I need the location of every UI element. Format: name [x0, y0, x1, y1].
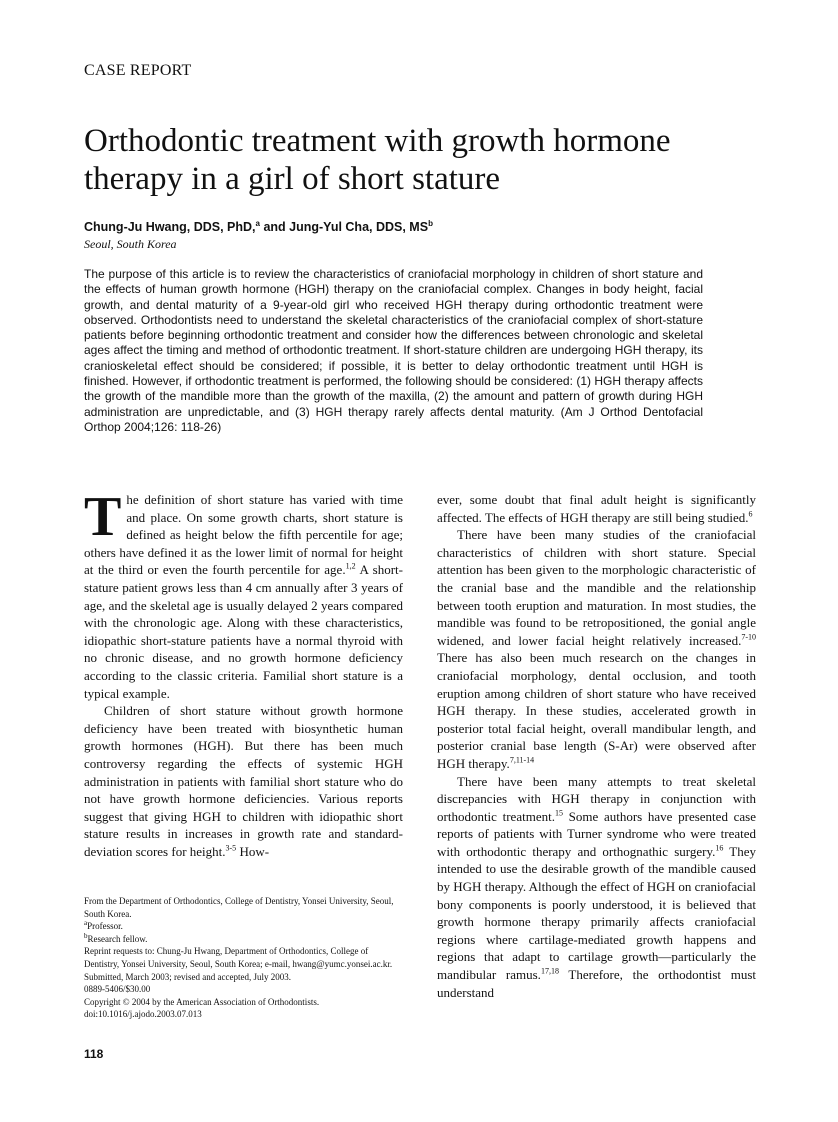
author-conjunction: and [259, 220, 290, 235]
paragraph-2 [84, 702, 403, 860]
paragraph-1-text-a: he definition of short stature has varied with time and place. On some growth charts, short stature is defined as height below the fifth percentile for age; others have defined it as the lower limit of normal for height at the third or even the fourth percentile for age. [84, 492, 403, 578]
section-label: CASE REPORT [84, 62, 192, 79]
paragraph-1 [84, 486, 403, 702]
author-1-affiliation-mark: a [255, 219, 260, 228]
citation-ref: 7-10 [741, 632, 756, 642]
paragraph-3-text-b: There has also been much research on the changes in craniofacial morphology, dental occlusion, and tooth eruption among children of short stature who have received HGH therapy. In these studies, accelerated growth in posterior total facial height, overall mandibular length, and posterior cranial base length (S-Ar) were observed after HGH therapy. [437, 650, 756, 771]
abstract: The purpose of this article is to review the characteristics of craniofacial morphology in children of short stature and the effects of human growth hormone (HGH) therapy on the craniofacial complex. Changes in body height, facial growth, and dental maturity of a 9-year-old girl who received HGH therapy during orthodontic treatment were observed. Orthodontists need to understand the skeletal characteristics of the craniofacial complex of short-stature patients before beginning orthodontic treatment and consider how the differences between chronologic and skeletal ages affect the timing and method of orthodontic treatment. If short-stature children are undergoing HGH therapy, its cranioskeletal effect should be considered; if possible, it is better to delay orthodontic treatment until HGH is finished. However, if orthodontic treatment is performed, the following should be considered: (1) HGH therapy affects the growth of the mandible more than the growth of the maxilla, (2) the amount and pattern of growth during HGH administration are unpredictable, and (3) HGH therapy rarely affects dental maturity. (Am J Orthod Dentofacial Orthop 2004;126: 118-26) [84, 267, 703, 434]
footnote-role-b-text: Research fellow. [87, 933, 148, 944]
footnote-role-a [84, 920, 404, 933]
citation-ref: 16 [715, 843, 724, 853]
paragraph-1-text-b: A short-stature patient grows less than 4 cm annually after 3 years of age, and the skeletal age is usually delayed 2 years compared with the chronologic age. Along with these characteristics, idiopathic short-stature patients have a normal thyroid with no chronic disease, and no growth hormone deficiency according to the classic criteria. Familial short stature is a typical example. [84, 562, 403, 701]
paragraph-4-text-c: They intended to use the desirable growth of the mandible caused by HGH therapy. Although the effect of HGH on craniofacial bony components is poorly understood, it is believed that growth hormone therapy primarily affects craniofacial regions where cartilage-mediated growth happens and regions that adapt to cartilage growth—particularly the mandibular ramus. [437, 843, 756, 983]
footnote-mark: b [84, 931, 88, 940]
footnote-doi[interactable]: doi:10.1016/j.ajodo.2003.07.013 [84, 1009, 202, 1020]
paragraph-4-text-b: Some authors have presented case reports of patients with Turner syndrome who were treated with orthodontic therapy and orthognathic surgery. [437, 808, 756, 859]
citation-ref: 15 [554, 808, 563, 818]
footnote-submitted: Submitted, March 2003; revised and accepted, July 2003. [84, 971, 291, 982]
citation-ref: 3-5 [225, 843, 237, 853]
footnote-copyright: Copyright © 2004 by the American Association of Orthodontists. [84, 996, 320, 1007]
footnote-reprint: Reprint requests to: Chung-Ju Hwang, Department of Orthodontics, College of Dentistry, Yonsei University, Seoul, South Korea; e-mail, hwang@yumc.yonsei.ac.kr. [84, 946, 393, 969]
footnote-mark: a [84, 919, 88, 928]
author-line [84, 219, 433, 234]
footnote-role-b [84, 933, 404, 946]
paragraph-4-text-d: Therefore, the orthodontist must understand [437, 967, 756, 1000]
citation-ref: 6 [748, 509, 753, 519]
article-title: Orthodontic treatment with growth hormone therapy in a girl of short stature [84, 123, 671, 197]
citation-ref: 17,18 [540, 966, 559, 976]
paragraph-3 [437, 526, 756, 772]
author-2: Jung-Yul Cha, DDS, MS [289, 220, 429, 235]
author-2-affiliation-mark: b [428, 219, 433, 228]
body-column-right [437, 491, 756, 1001]
footnote-issn: 0889-5406/$30.00 [84, 984, 151, 995]
paragraph-4 [437, 773, 756, 1002]
paragraph-2-text-b: ever, some doubt that final adult height is significantly affected. The effects of HGH therapy are still being studied. [437, 492, 756, 525]
author-location: Seoul, South Korea [84, 237, 177, 251]
body-column-left [84, 486, 403, 860]
paragraph-2-continued [437, 491, 756, 526]
drop-cap: T [84, 486, 122, 548]
paragraph-3-text-a: There have been many studies of the craniofacial characteristics of children with short stature. Special attention has been given to the morphologic characteristic of the cranial base and the mandible and the relationship between tooth eruption and maturation. In most studies, the mandible was found to be retropositioned, the gonial angle widened, and lower facial height relatively increased. [437, 527, 756, 648]
citation-ref: 7,11-14 [509, 755, 535, 765]
paragraph-2-text-b-start: How- [236, 843, 270, 859]
footnotes [84, 895, 404, 1021]
paragraph-4-text-a: There have been many attempts to treat skeletal discrepancies with HGH therapy in conjunction with orthodontic treatment. [437, 773, 756, 824]
citation-ref: 1,2 [345, 562, 356, 572]
footnote-affiliation: From the Department of Orthodontics, College of Dentistry, Yonsei University, Seoul, South Korea. [84, 896, 394, 919]
paragraph-2-text-a: Children of short stature without growth hormone deficiency have been treated with biosynthetic human growth hormones (HGH). But there has been much controversy regarding the effects of systemic HGH administration in patients with familial short stature who do not have growth hormone deficiencies. Various reports suggest that giving HGH to children with idiopathic short stature results in increases in growth rate and standard-deviation scores for height. [84, 703, 403, 859]
footnote-role-a-text: Professor. [87, 921, 123, 932]
page-number: 118 [84, 1047, 104, 1061]
author-1: Chung-Ju Hwang, DDS, PhD, [84, 220, 256, 235]
